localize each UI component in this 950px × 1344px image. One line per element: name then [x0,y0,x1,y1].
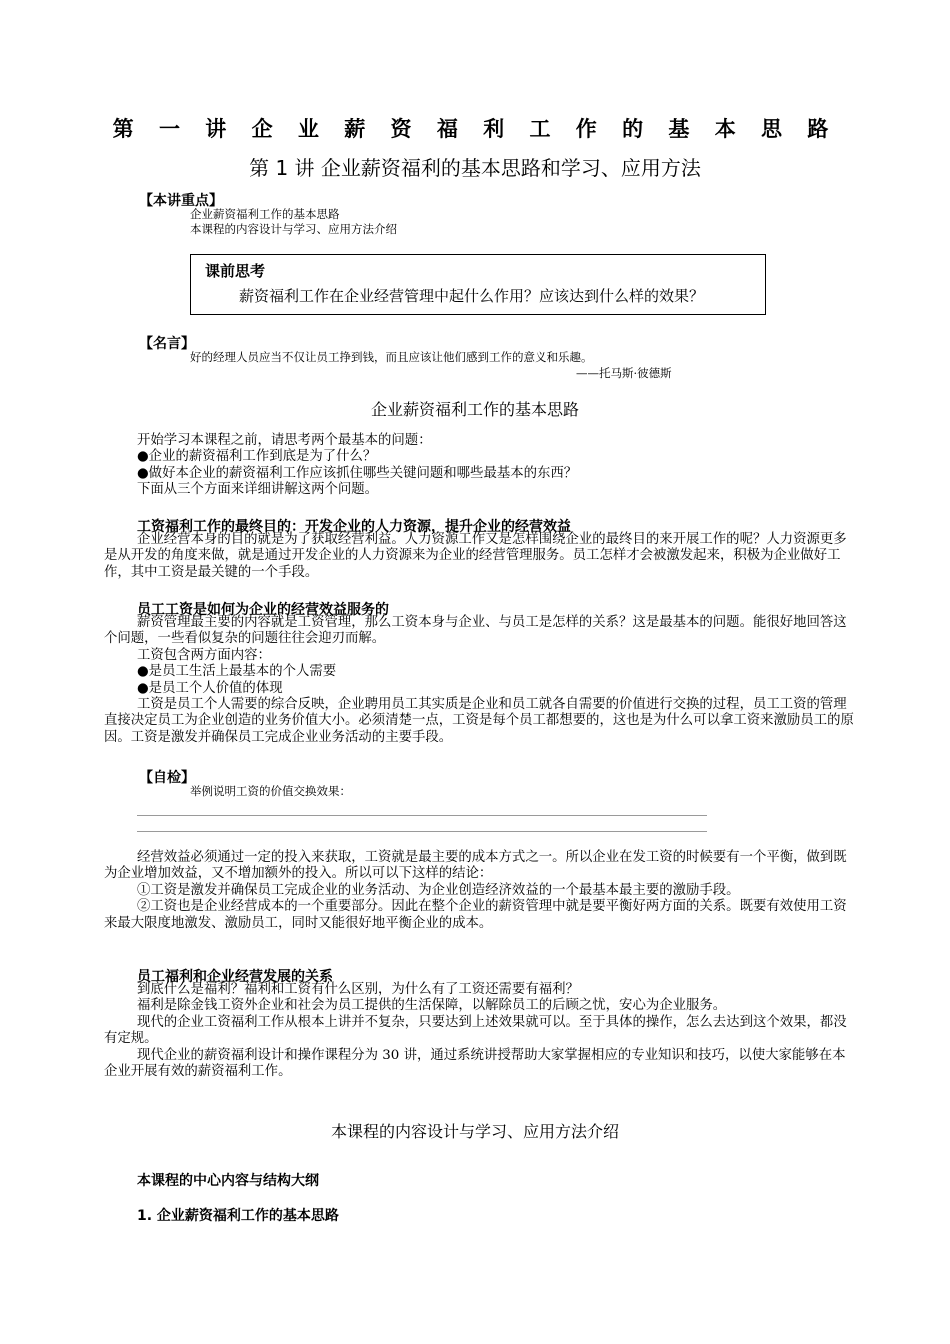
quote-text: 好的经理人员应当不仅让员工挣到钱，而且应该让他们感到工作的意义和乐趣。 [190,350,593,364]
welfare-text: 现代的企业工资福利工作从根本上讲并不复杂，只要达到上述效果就可以。至于具体的操作，怎么去达到这个效果，都没有定规。 [104,1014,847,1047]
pre-class-box [190,254,766,315]
self-check-label: 【自检】 [139,770,195,786]
heading-wage: 员工工资是如何为企业的经营效益服务的 [137,602,389,618]
goal-paragraph [104,532,856,581]
goal-text: 企业经营本身的目的就是为了获取经营利益。人力资源工作又是怎样围绕企业的最终目的来开展工作的呢？人力资源更多是从开发的角度来做，就是通过开发企业的人力资源来为企业的经营管理服务。员工怎样才会被激发起来，积极为企业做好工作，其中工资是最关键的一个手段。 [104,532,847,580]
key-point-item: 企业薪资福利工作的基本思路 [190,207,340,221]
welfare-text: 福利是除金钱工资外企业和社会为员工提供的生活保障，以解除员工的后顾之忧，安心为企业服务。 [137,998,727,1014]
intro-bullet: ●做好本企业的薪资福利工作应该抓住哪些关键问题和哪些最基本的东西？ [137,465,578,481]
quote-label: 【名言】 [139,336,195,352]
heading-welfare: 员工福利和企业经营发展的关系 [137,969,333,985]
pre-class-title: 课前思考 [205,262,266,280]
self-check-text: 举例说明工资的价值交换效果： [190,784,351,798]
wage-bullet: ●是员工个人价值的体现 [137,680,283,696]
heading-item1: 1. 企业薪资福利工作的基本思路 [137,1208,339,1224]
wage-text: 工资包含两方面内容： [137,647,271,663]
answer-line [137,815,707,816]
key-point-item: 本课程的内容设计与学习、应用方法介绍 [190,222,397,236]
cost-paragraphs [104,850,856,932]
wage-text: 薪资管理最主要的内容就是工资管理，那么工资本身与企业、与员工是怎样的关系？这是最基本的问题。能很好地回答这个问题，一些看似复杂的问题往往会迎刃而解。 [104,615,847,647]
wage-paragraphs [104,615,856,746]
lesson-title: 第 1 讲 企业薪资福利的基本思路和学习、应用方法 [249,156,701,180]
answer-line [137,831,707,832]
section1-title: 企业薪资福利工作的基本思路 [370,400,579,419]
intro-line: 下面从三个方面来详细讲解这两个问题。 [137,482,379,498]
lecture-title: 第 一 讲 企 业 薪 资 福 利 工 作 的 基 本 思 路 [112,117,838,141]
intro-line: 开始学习本课程之前，请思考两个最基本的问题： [137,433,432,448]
section1-intro [104,433,856,499]
conclusion-point: ①工资是激发并确保员工完成企业的业务活动、为企业创造经济效益的一个最基本最主要的激励手段。 [137,882,740,898]
heading-goal: 工资福利工作的最终目的：开发企业的人力资源，提升企业的经营效益 [137,519,571,535]
pre-class-question: 薪资福利工作在企业经营管理中起什么作用？应该达到什么样的效果？ [239,287,705,305]
heading-outline: 本课程的中心内容与结构大纲 [137,1173,319,1189]
key-points-label: 【本讲重点】 [139,193,223,209]
welfare-paragraphs [104,982,856,1080]
wage-text: 工资是员工个人需要的综合反映，企业聘用员工其实质是企业和员工就各自需要的价值进行交换的过程，员工工资的管理直接决定员工为企业创造的业务价值大小。必须清楚一点，工资是每个员工都想要的，这也是为什么可以拿工资来激励员工的原因。工资是激发并确保员工完成企业业务活动的主要手段。 [104,697,854,745]
intro-bullet: ●企业的薪资福利工作到底是为了什么？ [137,449,377,465]
welfare-text: 到底什么是福利？福利和工资有什么区别，为什么有了工资还需要有福利？ [137,982,579,997]
cost-text: 经营效益必须通过一定的投入来获取，工资就是最主要的成本方式之一。所以企业在发工资的时候要有一个平衡，做到既为企业增加效益，又不增加额外的投入。所以可以下这样的结论： [104,850,847,882]
section2-title: 本课程的内容设计与学习、应用方法介绍 [330,1122,619,1141]
quote-author: ——托马斯·彼德斯 [576,366,672,380]
conclusion-point: ②工资也是企业经营成本的一个重要部分。因此在整个企业的薪资管理中就是要平衡好两方面的关系。既要有效使用工资来最大限度地激发、激励员工，同时又能很好地平衡企业的成本。 [104,899,847,931]
welfare-text: 现代企业的薪资福利设计和操作课程分为 30 讲，通过系统讲授帮助大家掌握相应的专业知识和技巧，以使大家能够在本企业开展有效的薪资福利工作。 [104,1047,846,1080]
wage-bullet: ●是员工生活上最基本的个人需要 [137,664,337,680]
